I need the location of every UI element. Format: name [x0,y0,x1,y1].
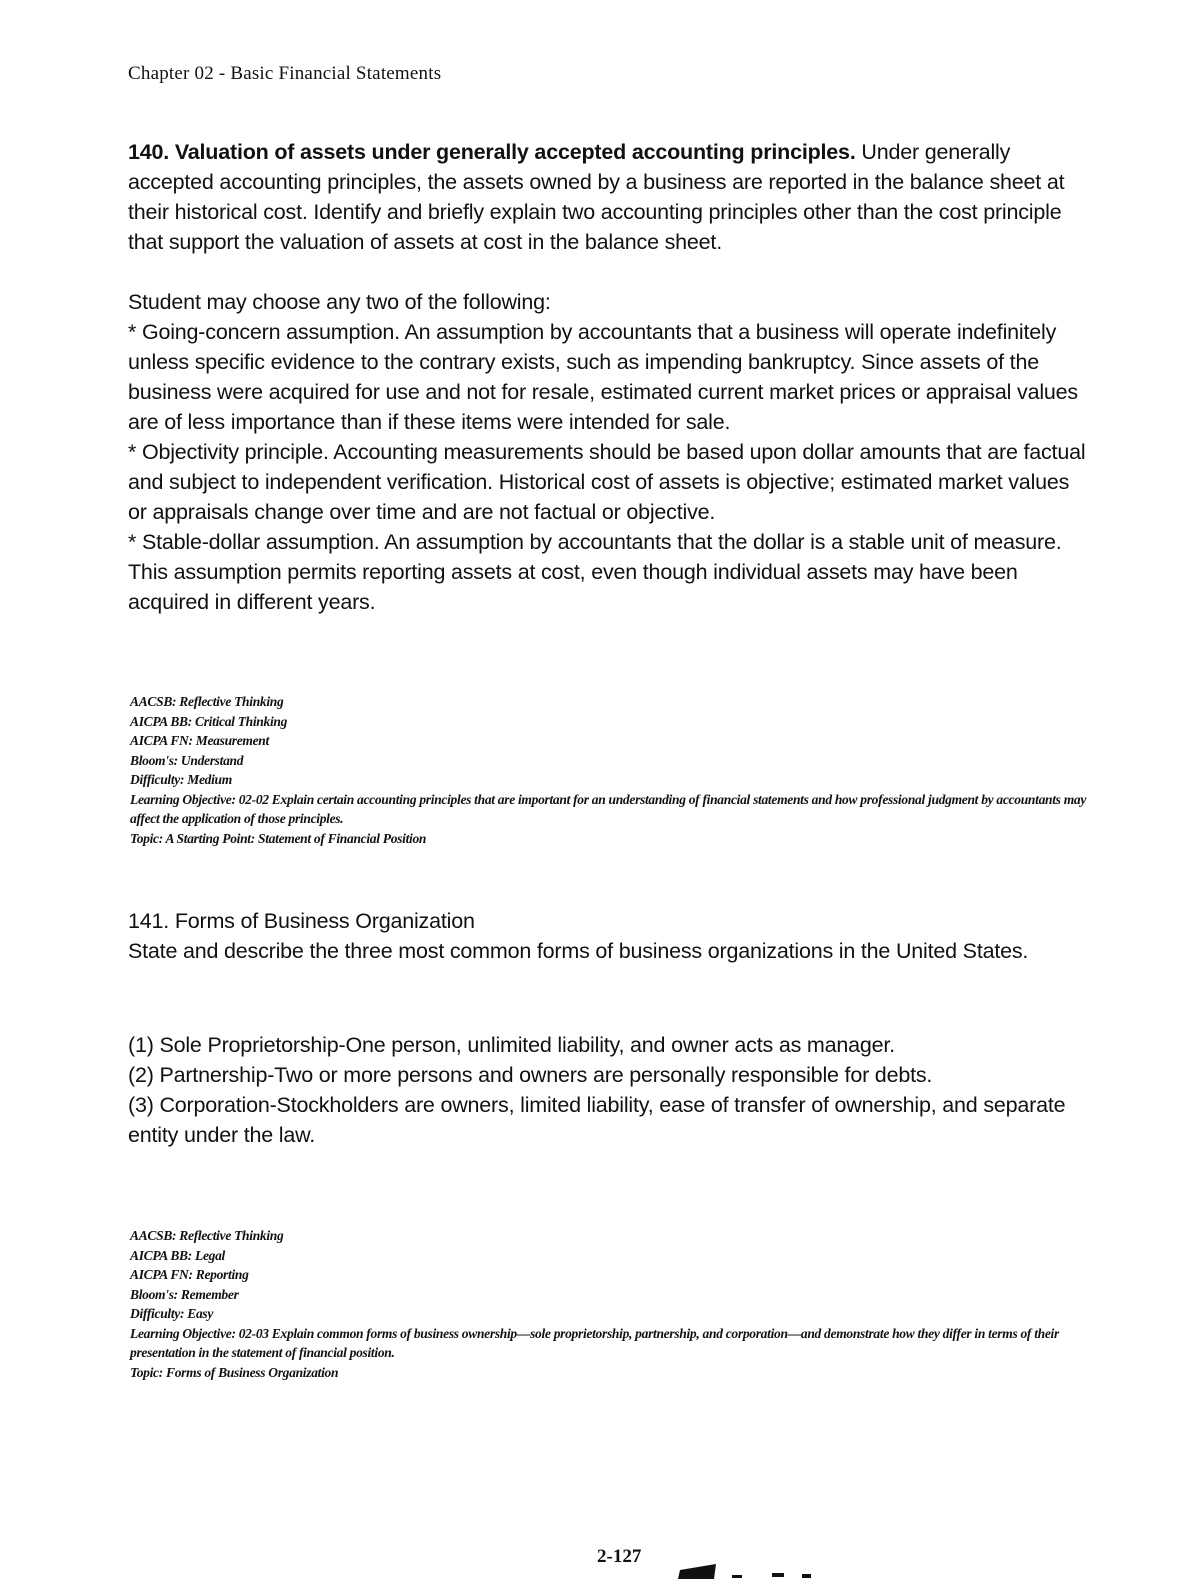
question-141-metadata [130,1226,1090,1382]
question-140-title: 140. Valuation of assets under generally accepted accounting principles. [128,140,856,164]
publisher-logo-icon [676,1556,816,1579]
answer-141-item: (1) Sole Proprietorship-One person, unlimited liability, and owner acts as manager. [128,1033,895,1057]
answer-140-item: * Going-concern assumption. An assumption by accountants that a business will operate indefinitely unless specific evidence to the contrary exists, such as impending bankruptcy. Since assets of the business were acquired for use and not for resale, estimated current market prices or appraisal values are of less importance than if these items were intended for sale. [128,320,1078,434]
question-141-body: State and describe the three most common forms of business organizations in the United States. [128,939,1029,963]
meta-aicpa-fn: AICPA FN: Measurement [130,733,269,748]
meta-aacsb: AACSB: Reflective Thinking [130,1228,284,1243]
page-number: 2-127 [597,1546,642,1567]
meta-topic: Topic: Forms of Business Organization [130,1364,339,1380]
question-141 [128,906,1090,966]
answer-141 [128,1030,1090,1150]
meta-learning-objective: Learning Objective: 02-02 Explain certain accounting principles that are important for an understanding of financial statements and how professional judgment by accountants may affect the application of those principles. [130,791,1087,826]
question-140-text [128,137,1090,257]
answer-140 [128,287,1090,617]
meta-aacsb: AACSB: Reflective Thinking [130,694,284,709]
question-141-title: 141. Forms of Business Organization [128,909,475,933]
meta-aicpa-fn: AICPA FN: Reporting [130,1267,249,1282]
meta-difficulty: Difficulty: Easy [130,1306,214,1321]
question-140-metadata [130,692,1090,848]
chapter-header: Chapter 02 - Basic Financial Statements [128,63,442,84]
answer-140-item: * Objectivity principle. Accounting measurements should be based upon dollar amounts that are factual and subject to independent verification. Historical cost of assets is objective; estimated market values or appraisals change over time and are not factual or objective. [128,440,1086,524]
meta-blooms: Bloom's: Remember [130,1286,239,1302]
meta-difficulty: Difficulty: Medium [130,772,232,787]
meta-aicpa-bb: AICPA BB: Critical Thinking [130,713,288,729]
meta-blooms: Bloom's: Understand [130,752,244,768]
meta-topic: Topic: A Starting Point: Statement of Financial Position [130,830,427,846]
answer-141-item: (2) Partnership-Two or more persons and owners are personally responsible for debts. [128,1063,933,1087]
answer-140-intro: Student may choose any two of the following: [128,290,551,314]
question-140 [128,137,1090,257]
answer-141-item: (3) Corporation-Stockholders are owners, limited liability, ease of transfer of ownership, and separate entity under the law. [128,1093,1066,1147]
answer-140-item: * Stable-dollar assumption. An assumption by accountants that the dollar is a stable unit of measure. This assumption permits reporting assets at cost, even though individual assets may have been acquired in different years. [128,530,1062,614]
meta-aicpa-bb: AICPA BB: Legal [130,1247,226,1263]
meta-learning-objective: Learning Objective: 02-03 Explain common forms of business ownership—sole proprietorship, partnership, and corporation—and demonstrate how they differ in terms of their presentation in the statement of financial position. [130,1325,1059,1360]
question-140-body: Under generally accepted accounting principles, the assets owned by a business are reported in the balance sheet at their historical cost. Identify and briefly explain two accounting principles other than the cost principle that support the valuation of assets at cost in the balance sheet. [128,140,1065,254]
